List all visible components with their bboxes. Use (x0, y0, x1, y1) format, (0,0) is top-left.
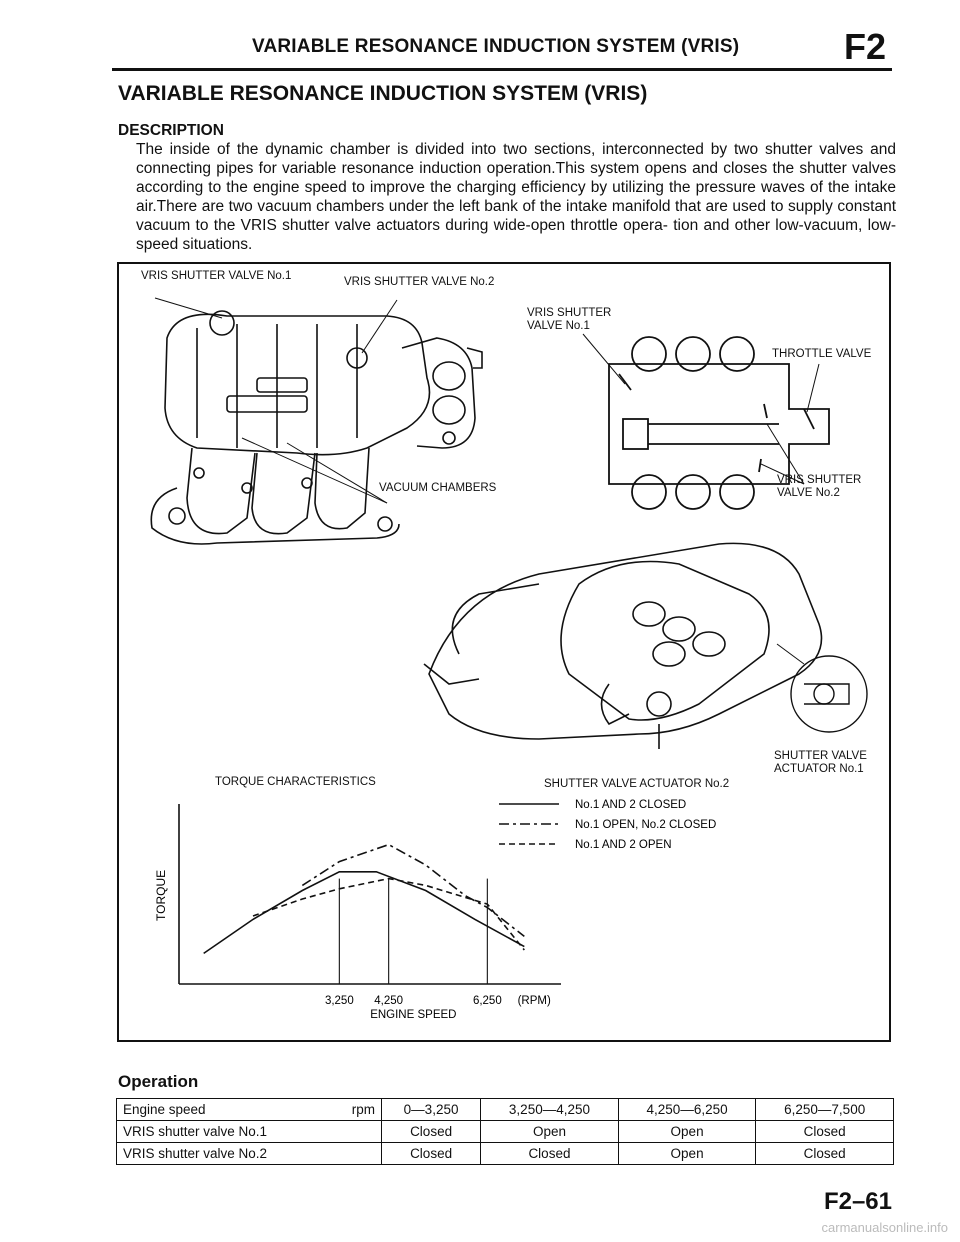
page-header (112, 26, 892, 71)
description-body: The inside of the dynamic chamber is divided into two sections, interconnected by two shutter valves and connecting pipes for variable resonance induction operation.This system opens and closes the shutter valves according to the engine speed to improve the charging efficiency by utilizing the pressure waves of the intake air.There are two vacuum chambers under the left bank of the intake manifold that are used to supply constant vacuum to the VRIS shutter valve actuators during wide-open throttle opera- tion and other low-vacuum, low-speed situations. (136, 141, 896, 253)
label-shutter-actuator-2: SHUTTER VALVE ACTUATOR No.2 (544, 778, 730, 790)
x-unit-label: (RPM) (517, 995, 551, 1007)
series-line-2 (302, 845, 524, 937)
label-shutter-actuator-1: SHUTTER VALVE ACTUATOR No.1 (774, 750, 867, 775)
x-tick-label: 3,250 (324, 995, 354, 1007)
label-vacuum-chambers: VACUUM CHAMBERS (379, 482, 497, 494)
table-cell: Closed (481, 1143, 619, 1165)
table-cell: Closed (382, 1121, 481, 1143)
label-throttle-valve: THROTTLE VALVE (772, 348, 872, 360)
legend-label-1: No.1 AND 2 CLOSED (575, 799, 687, 811)
intake-assembly-drawing (419, 534, 879, 764)
label-torque-characteristics: TORQUE CHARACTERISTICS (215, 776, 376, 788)
label-vris-valve-2-schematic: VRIS SHUTTER VALVE No.2 (777, 474, 862, 499)
x-tick-label: 6,250 (472, 995, 502, 1007)
intake-manifold-drawing (137, 288, 517, 548)
legend-label-3: No.1 AND 2 OPEN (575, 839, 672, 851)
table-cell: 0—3,250 (382, 1099, 481, 1121)
legend-label-2: No.1 OPEN, No.2 CLOSED (575, 819, 717, 831)
table-row (117, 1099, 894, 1121)
table-cell: rpm (309, 1099, 382, 1121)
table-cell: Engine speed (117, 1099, 310, 1121)
table-cell: 6,250—7,500 (756, 1099, 894, 1121)
y-axis-label: TORQUE (154, 869, 168, 921)
torque-chart (139, 794, 879, 1034)
table-cell: Closed (756, 1121, 894, 1143)
table-cell: VRIS shutter valve No.1 (117, 1121, 382, 1143)
description-heading: DESCRIPTION (118, 122, 224, 139)
table-cell: 4,250—6,250 (618, 1099, 756, 1121)
x-axis-label: ENGINE SPEED (370, 1009, 457, 1021)
table-cell: Closed (382, 1143, 481, 1165)
table-cell: VRIS shutter valve No.2 (117, 1143, 382, 1165)
table-row (117, 1143, 894, 1165)
label-vris-valve-1-top: VRIS SHUTTER VALVE No.1 (141, 270, 292, 282)
header-section-code: F2 (843, 26, 886, 67)
table-cell: Closed (756, 1143, 894, 1165)
label-vris-valve-1-schematic: VRIS SHUTTER VALVE No.1 (527, 307, 612, 332)
table-cell: Open (481, 1121, 619, 1143)
watermark: carmanualsonline.info (821, 1220, 948, 1235)
section-title: VARIABLE RESONANCE INDUCTION SYSTEM (VRIS) (118, 82, 648, 105)
figure-box (117, 262, 891, 1042)
page-number: F2–61 (823, 1188, 892, 1215)
operation-heading: Operation (118, 1072, 199, 1091)
x-tick-label: 4,250 (374, 995, 404, 1007)
table-cell: Open (618, 1143, 756, 1165)
table-cell: 3,250—4,250 (481, 1099, 619, 1121)
table-row (117, 1121, 894, 1143)
header-title: VARIABLE RESONANCE INDUCTION SYSTEM (VRIS) (252, 36, 740, 57)
label-vris-valve-2-top: VRIS SHUTTER VALVE No.2 (344, 276, 495, 288)
table-cell: Open (618, 1121, 756, 1143)
operation-table (116, 1098, 894, 1165)
